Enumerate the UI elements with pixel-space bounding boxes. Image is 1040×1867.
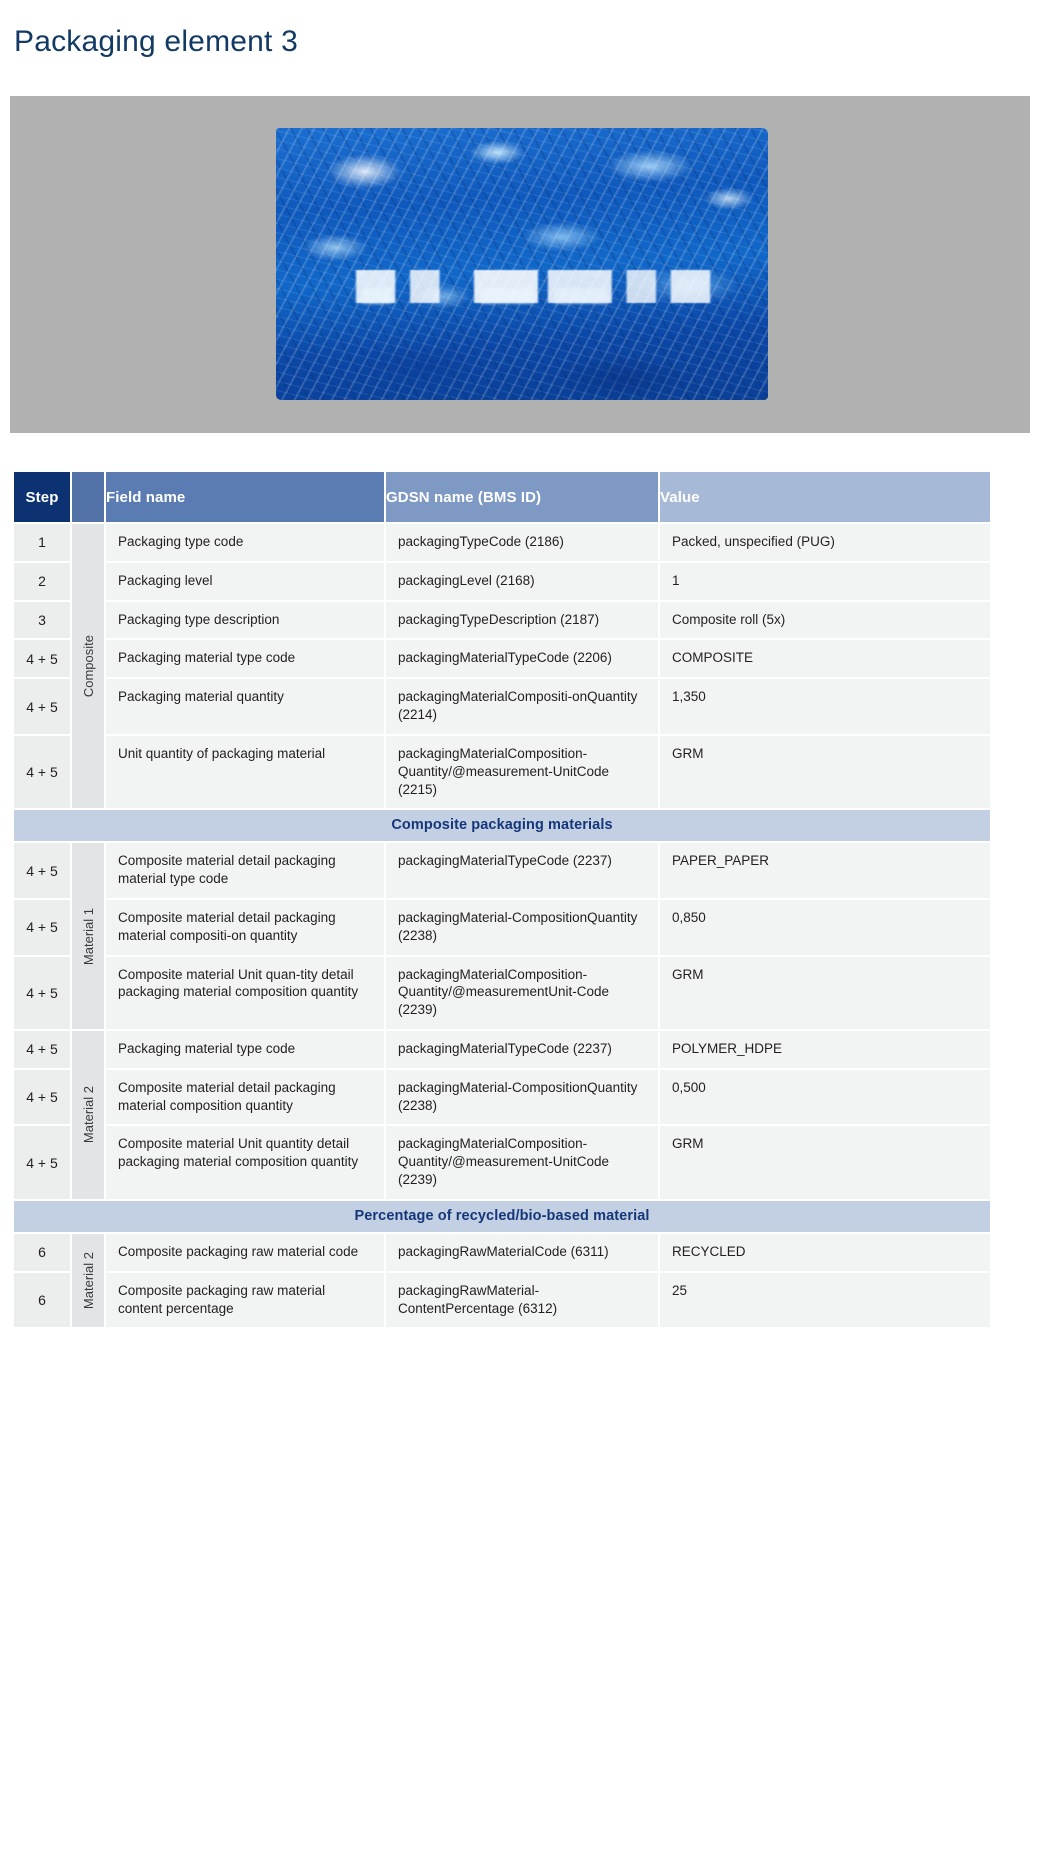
table-row [14,736,990,808]
group-label-material-2-recycled [72,1234,104,1327]
row-step: 3 [14,602,70,639]
column-header-group [72,472,104,522]
group-label-material-2 [72,1031,104,1199]
row-step: 6 [14,1234,70,1271]
row-field-name: Composite packaging raw material content percentage [106,1273,384,1328]
row-field-name: Packaging material quantity [106,679,384,734]
table-row [14,524,990,561]
row-step: 4 + 5 [14,1031,70,1068]
row-gdsn-name: packagingMaterialComposition-Quantity/@measurement-UnitCode (2239) [386,1126,658,1198]
row-value: Packed, unspecified (PUG) [660,524,990,561]
row-gdsn-name: packagingMaterialTypeCode (2237) [386,843,658,898]
column-header-value: Value [660,472,990,522]
row-step: 1 [14,524,70,561]
row-field-name: Packaging material type code [106,1031,384,1068]
section-band-recycled-material [14,1201,990,1232]
row-field-name: Unit quantity of packaging material [106,736,384,808]
row-value: GRM [660,957,990,1029]
group-label-material-1 [72,843,104,1029]
row-field-name: Composite material detail packaging material composition quantity [106,1070,384,1125]
group-label-text: Material 1 [80,907,96,965]
section-band-label: Composite packaging materials [14,810,990,841]
group-label-text: Material 2 [80,1252,96,1310]
row-gdsn-name: packagingMaterialComposition-Quantity/@measurementUnit-Code (2239) [386,957,658,1029]
row-step: 4 + 5 [14,957,70,1029]
row-field-name: Packaging level [106,563,384,600]
row-field-name: Composite material detail packaging material compositi-on quantity [106,900,384,955]
row-field-name: Composite packaging raw material code [106,1234,384,1271]
table-row [14,843,990,898]
table-row [14,1273,990,1328]
table-row [14,1126,990,1198]
row-gdsn-name: packagingMaterialCompositi-onQuantity (2214) [386,679,658,734]
table-row [14,563,990,600]
column-header-gdsn-name: GDSN name (BMS ID) [386,472,658,522]
row-gdsn-name: packagingLevel (2168) [386,563,658,600]
row-step: 4 + 5 [14,843,70,898]
group-label-composite [72,524,104,808]
row-gdsn-name: packagingMaterialTypeCode (2237) [386,1031,658,1068]
foil-packaging-image [276,128,768,400]
table-row [14,679,990,734]
row-value: COMPOSITE [660,640,990,677]
foil-tear-strip-shadow [276,288,768,304]
group-label-text: Composite [80,635,96,698]
section-band-composite-materials [14,810,990,841]
row-gdsn-name: packagingMaterialTypeCode (2206) [386,640,658,677]
row-gdsn-name: packagingRawMaterial-ContentPercentage (6312) [386,1273,658,1328]
packaging-photo-panel [10,96,1030,433]
table-header-row [14,472,990,522]
row-value: PAPER_PAPER [660,843,990,898]
row-field-name: Composite material detail packaging material type code [106,843,384,898]
row-value: GRM [660,1126,990,1198]
row-step: 4 + 5 [14,1126,70,1198]
table-body [14,524,990,1327]
row-field-name: Composite material Unit quan-tity detail packaging material composition quantity [106,957,384,1029]
page-title: Packaging element 3 [14,25,298,58]
row-step: 4 + 5 [14,640,70,677]
row-field-name: Packaging type code [106,524,384,561]
row-value: 1,350 [660,679,990,734]
row-value: Composite roll (5x) [660,602,990,639]
row-gdsn-name: packagingMaterial-CompositionQuantity (2238) [386,900,658,955]
section-band-label: Percentage of recycled/bio-based material [14,1201,990,1232]
table-row [14,1070,990,1125]
row-field-name: Packaging type description [106,602,384,639]
packaging-attributes-table [12,470,992,1329]
row-value: POLYMER_HDPE [660,1031,990,1068]
row-gdsn-name: packagingMaterial-CompositionQuantity (2238) [386,1070,658,1125]
table-row [14,640,990,677]
row-step: 4 + 5 [14,900,70,955]
row-value: 0,500 [660,1070,990,1125]
table-header [14,472,990,522]
row-step: 2 [14,563,70,600]
group-label-text: Material 2 [80,1086,96,1144]
row-value: 25 [660,1273,990,1328]
row-value: 1 [660,563,990,600]
table-row [14,602,990,639]
table-row [14,1031,990,1068]
row-step: 6 [14,1273,70,1328]
table-row [14,957,990,1029]
column-header-field-name: Field name [106,472,384,522]
row-gdsn-name: packagingTypeCode (2186) [386,524,658,561]
row-value: 0,850 [660,900,990,955]
column-header-step: Step [14,472,70,522]
row-gdsn-name: packagingRawMaterialCode (6311) [386,1234,658,1271]
row-gdsn-name: packagingTypeDescription (2187) [386,602,658,639]
row-step: 4 + 5 [14,1070,70,1125]
row-step: 4 + 5 [14,679,70,734]
table-row [14,900,990,955]
row-value: RECYCLED [660,1234,990,1271]
row-field-name: Composite material Unit quantity detail packaging material composition quantity [106,1126,384,1198]
table-row [14,1234,990,1271]
row-gdsn-name: packagingMaterialComposition-Quantity/@measurement-UnitCode (2215) [386,736,658,808]
row-field-name: Packaging material type code [106,640,384,677]
row-value: GRM [660,736,990,808]
row-step: 4 + 5 [14,736,70,808]
